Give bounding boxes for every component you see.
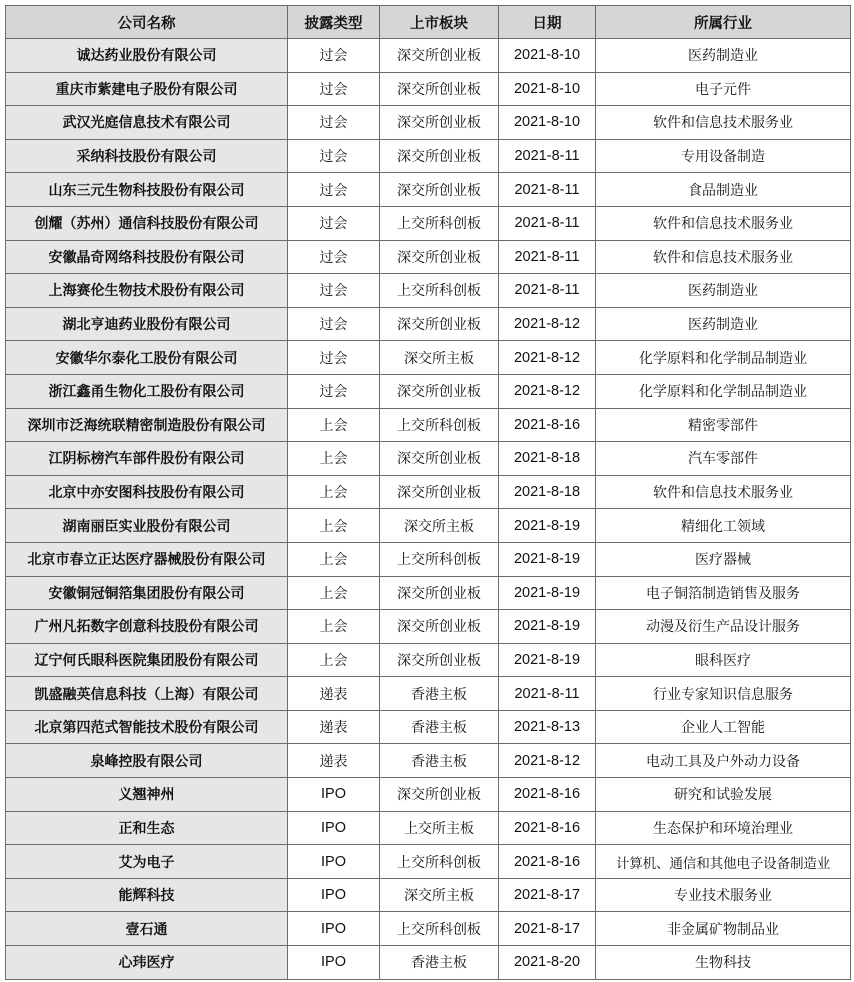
- listing-board-cell: 上交所科创板: [380, 408, 499, 442]
- listing-board-cell: 上交所科创板: [380, 542, 499, 576]
- ipo-disclosure-table-container: [5, 5, 851, 980]
- industry-cell: 精密零部件: [596, 408, 851, 442]
- table-row: [6, 442, 851, 476]
- listing-board-cell: 上交所科创板: [380, 206, 499, 240]
- industry-cell: 专业技术服务业: [596, 878, 851, 912]
- table-row: [6, 408, 851, 442]
- disclosure-type-cell: IPO: [288, 778, 380, 812]
- listing-board-cell: 深交所主板: [380, 878, 499, 912]
- industry-cell: 精细化工领域: [596, 509, 851, 543]
- industry-cell: 非金属矿物制品业: [596, 912, 851, 946]
- company-cell: 艾为电子: [6, 845, 288, 879]
- company-cell: 江阴标榜汽车部件股份有限公司: [6, 442, 288, 476]
- table-row: [6, 878, 851, 912]
- date-cell: 2021-8-19: [499, 643, 596, 677]
- disclosure-type-cell: IPO: [288, 845, 380, 879]
- industry-cell: 软件和信息技术服务业: [596, 206, 851, 240]
- table-header: [6, 6, 851, 39]
- header-industry: 所属行业: [596, 6, 851, 39]
- date-cell: 2021-8-19: [499, 610, 596, 644]
- listing-board-cell: 深交所创业板: [380, 173, 499, 207]
- company-cell: 创耀（苏州）通信科技股份有限公司: [6, 206, 288, 240]
- disclosure-type-cell: IPO: [288, 946, 380, 980]
- company-cell: 泉峰控股有限公司: [6, 744, 288, 778]
- date-cell: 2021-8-17: [499, 878, 596, 912]
- disclosure-type-cell: 上会: [288, 610, 380, 644]
- disclosure-type-cell: 过会: [288, 374, 380, 408]
- company-cell: 安徽华尔泰化工股份有限公司: [6, 341, 288, 375]
- listing-board-cell: 深交所主板: [380, 509, 499, 543]
- header-disclosure-type: 披露类型: [288, 6, 380, 39]
- table-row: [6, 946, 851, 980]
- table-row: [6, 173, 851, 207]
- date-cell: 2021-8-16: [499, 811, 596, 845]
- disclosure-type-cell: 上会: [288, 475, 380, 509]
- listing-board-cell: 深交所主板: [380, 341, 499, 375]
- disclosure-type-cell: 过会: [288, 341, 380, 375]
- company-cell: 安徽铜冠铜箔集团股份有限公司: [6, 576, 288, 610]
- date-cell: 2021-8-10: [499, 72, 596, 106]
- disclosure-type-cell: 上会: [288, 576, 380, 610]
- disclosure-type-cell: 过会: [288, 139, 380, 173]
- listing-board-cell: 深交所创业板: [380, 374, 499, 408]
- company-cell: 心玮医疗: [6, 946, 288, 980]
- industry-cell: 电子铜箔制造销售及服务: [596, 576, 851, 610]
- disclosure-type-cell: IPO: [288, 811, 380, 845]
- table-row: [6, 274, 851, 308]
- company-cell: 北京市春立正达医疗器械股份有限公司: [6, 542, 288, 576]
- listing-board-cell: 香港主板: [380, 744, 499, 778]
- table-row: [6, 610, 851, 644]
- listing-board-cell: 深交所创业板: [380, 240, 499, 274]
- table-row: [6, 542, 851, 576]
- listing-board-cell: 上交所科创板: [380, 274, 499, 308]
- industry-cell: 研究和试验发展: [596, 778, 851, 812]
- table-row: [6, 307, 851, 341]
- table-row: [6, 206, 851, 240]
- industry-cell: 医药制造业: [596, 274, 851, 308]
- table-row: [6, 811, 851, 845]
- company-cell: 上海赛伦生物技术股份有限公司: [6, 274, 288, 308]
- date-cell: 2021-8-10: [499, 39, 596, 73]
- date-cell: 2021-8-12: [499, 744, 596, 778]
- date-cell: 2021-8-11: [499, 240, 596, 274]
- disclosure-type-cell: 过会: [288, 173, 380, 207]
- disclosure-type-cell: 上会: [288, 643, 380, 677]
- company-cell: 能辉科技: [6, 878, 288, 912]
- industry-cell: 医药制造业: [596, 39, 851, 73]
- date-cell: 2021-8-11: [499, 274, 596, 308]
- table-row: [6, 106, 851, 140]
- listing-board-cell: 深交所创业板: [380, 39, 499, 73]
- listing-board-cell: 深交所创业板: [380, 442, 499, 476]
- industry-cell: 软件和信息技术服务业: [596, 240, 851, 274]
- date-cell: 2021-8-11: [499, 677, 596, 711]
- table-row: [6, 778, 851, 812]
- company-cell: 广州凡拓数字创意科技股份有限公司: [6, 610, 288, 644]
- listing-board-cell: 深交所创业板: [380, 72, 499, 106]
- date-cell: 2021-8-11: [499, 173, 596, 207]
- industry-cell: 电子元件: [596, 72, 851, 106]
- disclosure-type-cell: 上会: [288, 542, 380, 576]
- disclosure-type-cell: 过会: [288, 39, 380, 73]
- header-listing-board: 上市板块: [380, 6, 499, 39]
- listing-board-cell: 香港主板: [380, 946, 499, 980]
- company-cell: 深圳市泛海统联精密制造股份有限公司: [6, 408, 288, 442]
- table-row: [6, 39, 851, 73]
- disclosure-type-cell: 过会: [288, 106, 380, 140]
- company-cell: 壹石通: [6, 912, 288, 946]
- date-cell: 2021-8-12: [499, 307, 596, 341]
- disclosure-type-cell: 过会: [288, 307, 380, 341]
- company-cell: 辽宁何氏眼科医院集团股份有限公司: [6, 643, 288, 677]
- table-row: [6, 72, 851, 106]
- company-cell: 义翘神州: [6, 778, 288, 812]
- company-cell: 采纳科技股份有限公司: [6, 139, 288, 173]
- ipo-disclosure-table: [5, 5, 851, 980]
- date-cell: 2021-8-17: [499, 912, 596, 946]
- header-date: 日期: [499, 6, 596, 39]
- listing-board-cell: 深交所创业板: [380, 576, 499, 610]
- date-cell: 2021-8-20: [499, 946, 596, 980]
- company-cell: 湖北亨迪药业股份有限公司: [6, 307, 288, 341]
- company-cell: 安徽晶奇网络科技股份有限公司: [6, 240, 288, 274]
- industry-cell: 生态保护和环境治理业: [596, 811, 851, 845]
- header-row: [6, 6, 851, 39]
- date-cell: 2021-8-18: [499, 442, 596, 476]
- industry-cell: 企业人工智能: [596, 710, 851, 744]
- industry-cell: 食品制造业: [596, 173, 851, 207]
- date-cell: 2021-8-16: [499, 845, 596, 879]
- company-cell: 凯盛融英信息科技（上海）有限公司: [6, 677, 288, 711]
- industry-cell: 电动工具及户外动力设备: [596, 744, 851, 778]
- disclosure-type-cell: 递表: [288, 744, 380, 778]
- disclosure-type-cell: 过会: [288, 274, 380, 308]
- listing-board-cell: 上交所科创板: [380, 845, 499, 879]
- company-cell: 北京第四范式智能技术股份有限公司: [6, 710, 288, 744]
- disclosure-type-cell: 上会: [288, 509, 380, 543]
- listing-board-cell: 上交所主板: [380, 811, 499, 845]
- table-row: [6, 744, 851, 778]
- table-row: [6, 912, 851, 946]
- company-cell: 正和生态: [6, 811, 288, 845]
- company-cell: 重庆市紫建电子股份有限公司: [6, 72, 288, 106]
- industry-cell: 动漫及衍生产品设计服务: [596, 610, 851, 644]
- date-cell: 2021-8-19: [499, 576, 596, 610]
- header-company-name: 公司名称: [6, 6, 288, 39]
- company-cell: 诚达药业股份有限公司: [6, 39, 288, 73]
- listing-board-cell: 深交所创业板: [380, 643, 499, 677]
- listing-board-cell: 深交所创业板: [380, 307, 499, 341]
- listing-board-cell: 深交所创业板: [380, 778, 499, 812]
- company-cell: 北京中亦安图科技股份有限公司: [6, 475, 288, 509]
- date-cell: 2021-8-12: [499, 341, 596, 375]
- table-row: [6, 240, 851, 274]
- disclosure-type-cell: 上会: [288, 408, 380, 442]
- table-row: [6, 677, 851, 711]
- industry-cell: 专用设备制造: [596, 139, 851, 173]
- industry-cell: 汽车零部件: [596, 442, 851, 476]
- date-cell: 2021-8-12: [499, 374, 596, 408]
- disclosure-type-cell: 过会: [288, 72, 380, 106]
- industry-cell: 化学原料和化学制品制造业: [596, 374, 851, 408]
- table-row: [6, 374, 851, 408]
- date-cell: 2021-8-19: [499, 509, 596, 543]
- table-row: [6, 845, 851, 879]
- listing-board-cell: 深交所创业板: [380, 139, 499, 173]
- industry-cell: 化学原料和化学制品制造业: [596, 341, 851, 375]
- company-cell: 浙江鑫甬生物化工股份有限公司: [6, 374, 288, 408]
- table-row: [6, 341, 851, 375]
- table-row: [6, 139, 851, 173]
- table-row: [6, 576, 851, 610]
- listing-board-cell: 深交所创业板: [380, 475, 499, 509]
- date-cell: 2021-8-18: [499, 475, 596, 509]
- listing-board-cell: 香港主板: [380, 710, 499, 744]
- company-cell: 武汉光庭信息技术有限公司: [6, 106, 288, 140]
- industry-cell: 眼科医疗: [596, 643, 851, 677]
- disclosure-type-cell: IPO: [288, 912, 380, 946]
- company-cell: 山东三元生物科技股份有限公司: [6, 173, 288, 207]
- date-cell: 2021-8-16: [499, 778, 596, 812]
- industry-cell: 软件和信息技术服务业: [596, 475, 851, 509]
- disclosure-type-cell: 过会: [288, 206, 380, 240]
- industry-cell: 计算机、通信和其他电子设备制造业: [596, 845, 851, 879]
- table-row: [6, 643, 851, 677]
- disclosure-type-cell: IPO: [288, 878, 380, 912]
- date-cell: 2021-8-19: [499, 542, 596, 576]
- industry-cell: 医药制造业: [596, 307, 851, 341]
- table-row: [6, 475, 851, 509]
- disclosure-type-cell: 递表: [288, 710, 380, 744]
- company-cell: 湖南丽臣实业股份有限公司: [6, 509, 288, 543]
- listing-board-cell: 深交所创业板: [380, 610, 499, 644]
- date-cell: 2021-8-16: [499, 408, 596, 442]
- industry-cell: 软件和信息技术服务业: [596, 106, 851, 140]
- industry-cell: 行业专家知识信息服务: [596, 677, 851, 711]
- date-cell: 2021-8-11: [499, 139, 596, 173]
- listing-board-cell: 香港主板: [380, 677, 499, 711]
- disclosure-type-cell: 递表: [288, 677, 380, 711]
- table-body: [6, 39, 851, 980]
- date-cell: 2021-8-11: [499, 206, 596, 240]
- table-row: [6, 509, 851, 543]
- date-cell: 2021-8-13: [499, 710, 596, 744]
- industry-cell: 医疗器械: [596, 542, 851, 576]
- date-cell: 2021-8-10: [499, 106, 596, 140]
- disclosure-type-cell: 过会: [288, 240, 380, 274]
- listing-board-cell: 上交所科创板: [380, 912, 499, 946]
- disclosure-type-cell: 上会: [288, 442, 380, 476]
- listing-board-cell: 深交所创业板: [380, 106, 499, 140]
- table-row: [6, 710, 851, 744]
- industry-cell: 生物科技: [596, 946, 851, 980]
